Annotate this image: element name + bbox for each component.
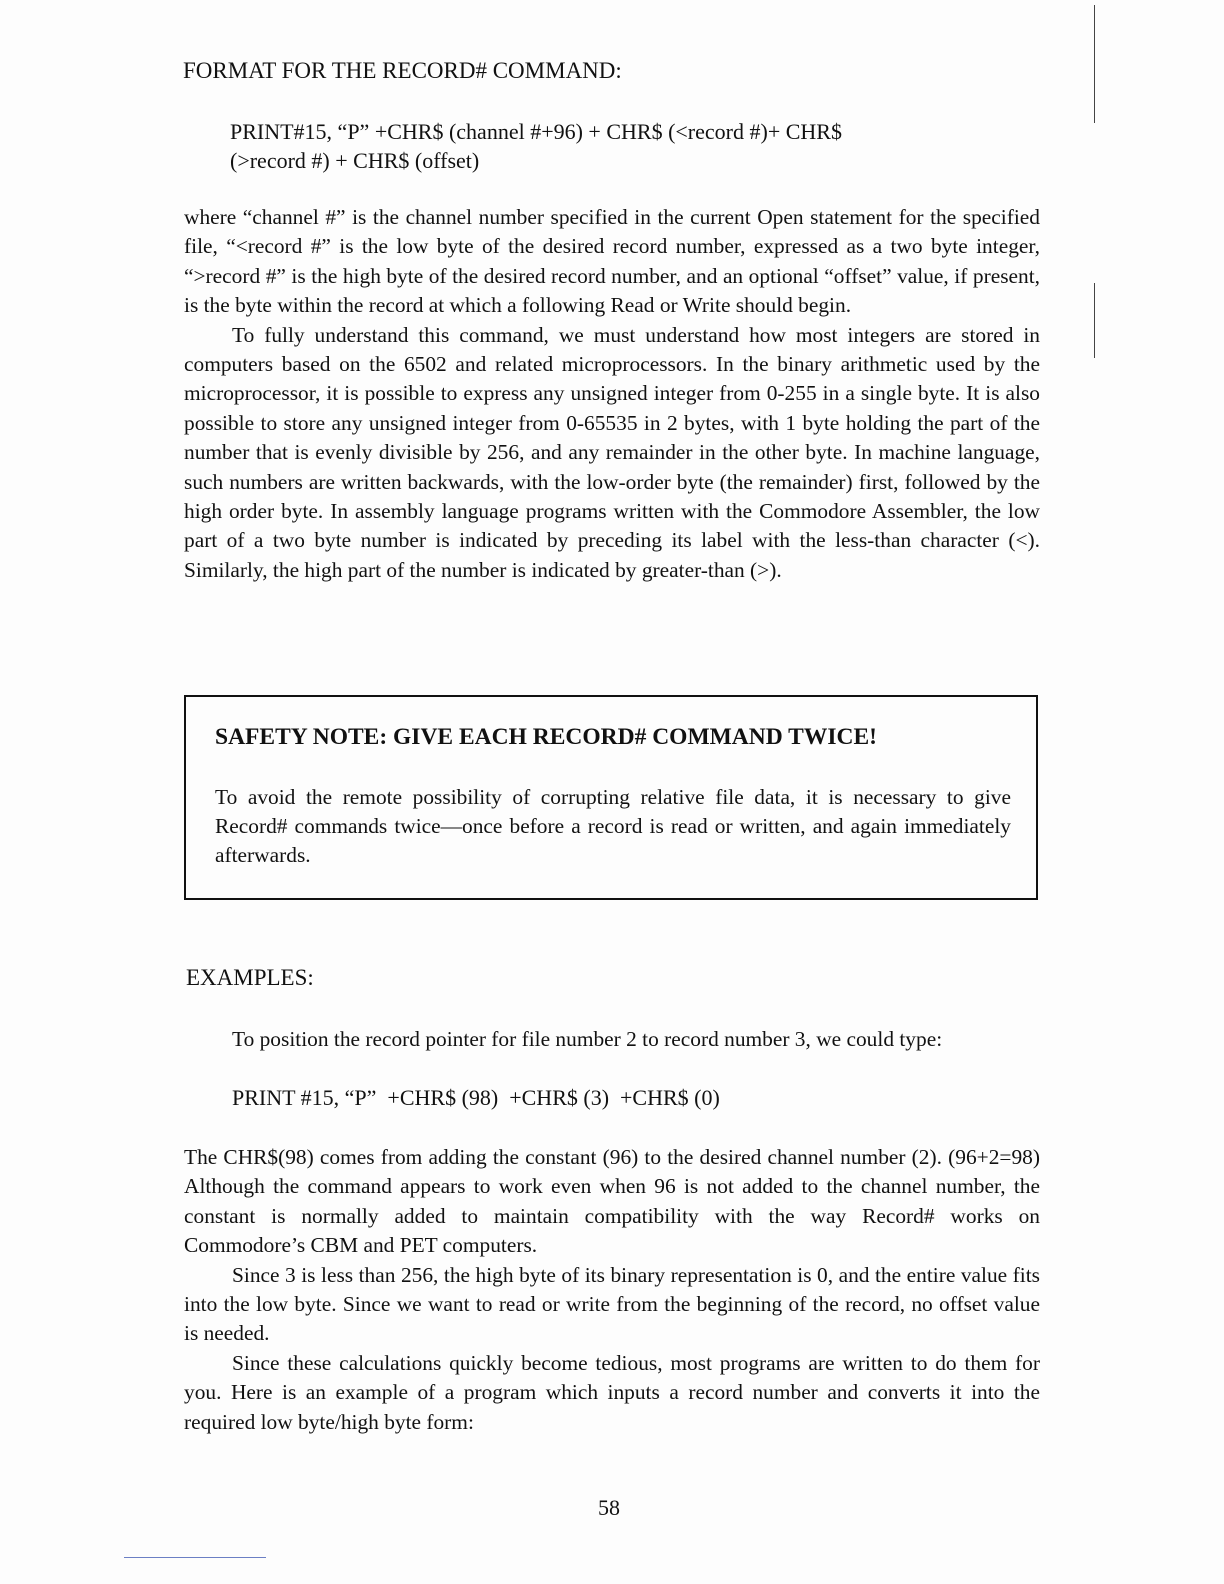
example-intro: To position the record pointer for file number 2 to record number 3, we could type: xyxy=(232,1027,943,1051)
page-number: 58 xyxy=(598,1495,620,1520)
safety-note-body: To avoid the remote possibility of corrupting relative file data, it is necessary to give Record# commands twice—once before a record is read or written, and again immediately afterwards. xyxy=(215,785,1011,867)
safety-note-box xyxy=(184,695,1038,900)
definition-paragraph: where “channel #” is the channel number specified in the current Open statement for the specified file, “<record #” is the low byte of the desired record number, expressed as a two byte integer, “>record #” is the high byte of the desired record number, and an optional “offset” value, if present, is the byte within the record at which a following Read or Write should begin. xyxy=(184,205,1040,318)
body-text-bottom xyxy=(184,1143,1040,1437)
example-paragraph-1: The CHR$(98) comes from adding the constant (96) to the desired channel number (2). (96+2=98) Although the command appears to work even when 96 is not added to the channel number, the constant is normally added to maintain compatibility with the way Record# works on Commodore’s CBM and PET computers. xyxy=(184,1145,1040,1258)
margin-scan-line-middle xyxy=(1094,283,1095,358)
example-code: PRINT #15, “P” +CHR$ (98) +CHR$ (3) +CHR$ (0) xyxy=(232,1085,720,1110)
safety-note-title: SAFETY NOTE: GIVE EACH RECORD# COMMAND TWICE! xyxy=(215,724,877,750)
explanation-paragraph: To fully understand this command, we must understand how most integers are stored in computers based on the 6502 and related microprocessors. In the binary arithmetic used by the microprocessor, it is possible to express any unsigned integer from 0-255 in a single byte. It is also possible to store any unsigned integer from 0-65535 in 2 bytes, with 1 byte holding the part of the number that is evenly divisible by 256, and any remainder in the other byte. In machine language, such numbers are written backwards, with the low-order byte (the remainder) first, followed by the high order byte. In assembly language programs written with the Commodore Assembler, the low part of a two byte number is indicated by preceding its label with the less-than character (<). Similarly, the high part of the number is indicated by greater-than (>). xyxy=(184,322,1040,582)
body-text-top xyxy=(184,203,1040,585)
examples-heading: EXAMPLES: xyxy=(186,965,314,990)
example-paragraph-3: Since these calculations quickly become tedious, most programs are written to do them for you. Here is an example of a program which inputs a record number and converts it into the required low byte/high byte form: xyxy=(184,1350,1040,1434)
format-code-line-1: PRINT#15, “P” +CHR$ (channel #+96) + CHR$ (<record #)+ CHR$ xyxy=(230,119,842,144)
example-paragraph-2: Since 3 is less than 256, the high byte of its binary representation is 0, and the entire value fits into the low byte. Since we want to read or write from the beginning of the record, no offset value is needed. xyxy=(184,1262,1040,1346)
bottom-scan-rule xyxy=(124,1557,266,1558)
margin-scan-line-top xyxy=(1094,5,1095,123)
format-code-line-2: (>record #) + CHR$ (offset) xyxy=(230,148,480,173)
format-heading: FORMAT FOR THE RECORD# COMMAND: xyxy=(183,58,622,83)
